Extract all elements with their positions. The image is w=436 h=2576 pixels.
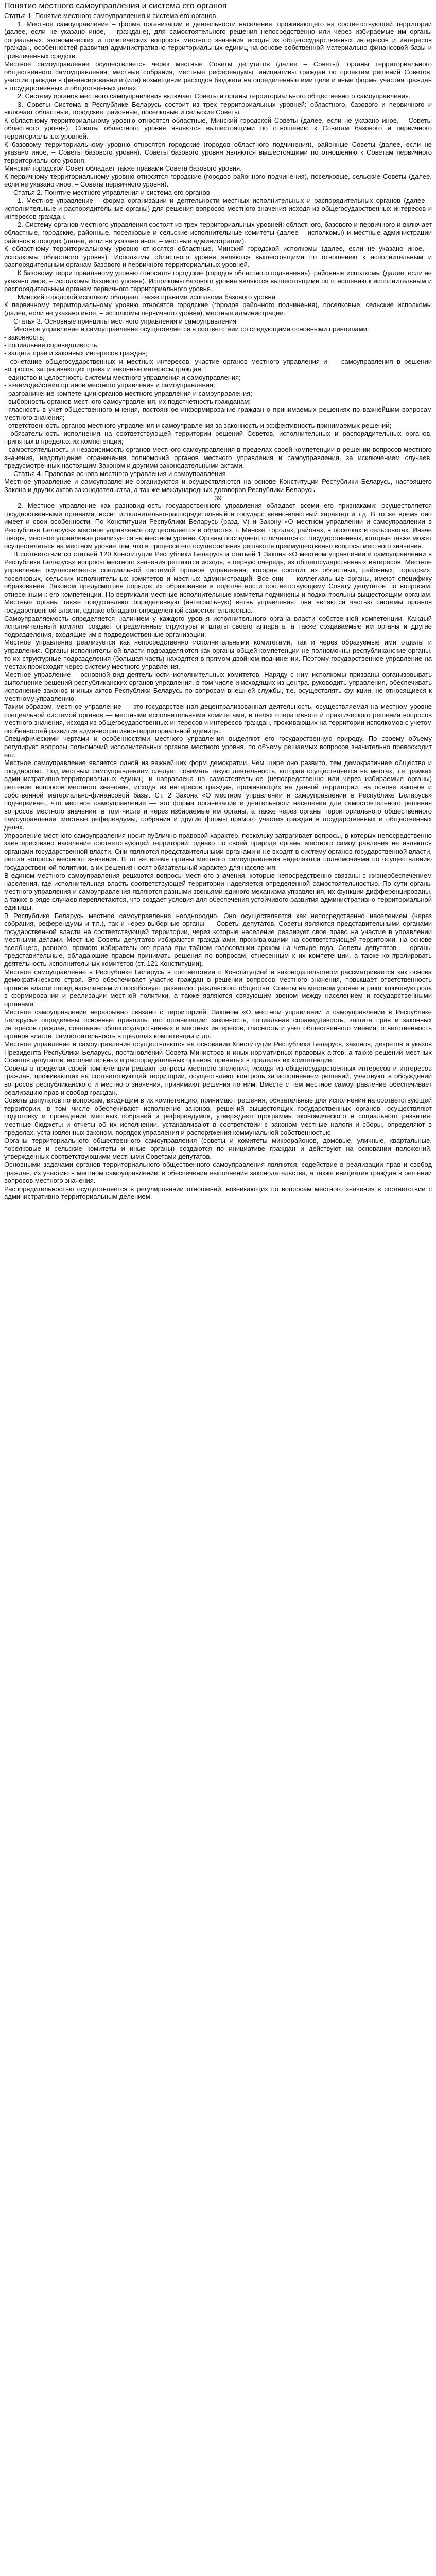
paragraph: К базовому территориальному уровню относятся городские (городов областного подчинения), районные Советы (далее, если не указано иное, – Советы базового уровня). Советы базового уровня являются вышестоящими по отношению к Советам первичного территориального уровня.	[4, 140, 432, 164]
paragraph: Органы территориального общественного самоуправления (советы и комитеты микрорайонов, домовые, уличные, квартальные, поселковые и сельские комитеты и иные органы) создаются по инициативе граждан и действуют на основании положений, утвержденных соответствующими местными Советами депутатов.	[4, 1137, 432, 1161]
paragraph: 2. Местное управление как разновидность государственного управления обладает всеми его признаками: осуществляется государственными органами, носит исполнительно-распорядительный и государственно-властный характер и т.д. В то же время оно имеет и свои особенности. По Конституции Республики Беларусь (разд. V) и Закону «О местном управлении и самоуправлении в Республике Беларусь» местное управление осуществляется в областях, г. Минске, городах, районах, в поселках и сельсоветах. Иначе говоря, местное управление реализуется на местном уровне. Органы последнего отличаются от государственных, которые также может осуществляться на местном уровне тем, что в процессе его осуществления решаются преимущественно вопросы местного значения.	[4, 502, 432, 550]
paragraph: - самостоятельность и независимость органов местного самоуправления в пределах своей компетенции в решении вопросов местного значения, недопущение ограничения полномочий органов местного управления и самоуправления, за исключением случаев, предусмотренных настоящим Законом и другими законодательными актами.	[4, 446, 432, 470]
paragraph: - выборность органов местного самоуправления, их подотчетность гражданам;	[4, 397, 251, 405]
paragraph: - защита прав и законных интересов граждан;	[4, 349, 148, 357]
paragraph: Советы в пределах своей компетенции решают вопросы местного значения, исходя из общегосударственных интересов и интересов граждан, проживающих на соответствующей территории, осуществляют контроль за исполнением решений, участвуют в обсуждении вопросов республиканского и местного значения, принимают решения по ним. Вместе с тем местное самоуправление обеспечивает реализацию прав и свобод граждан.	[4, 1064, 432, 1096]
paragraph: 2. Систему органов местного самоуправления включает Советы и органы территориального общественного самоуправления.	[18, 92, 411, 100]
paragraph: 2. Систему органов местного управления состоят из трех территориальных уровней: областного, базового и первичного и включает областные, городские, районные, поселковые и сельские исполнительные комитеты (далее – исполкомы) и местные администрации районов в городах (далее, если не указано иное, – местные администрации).	[4, 221, 432, 245]
paragraph: Местное самоуправление в Республике Беларусь в соответствии с Конституцией и законодательством рассматривается как основа демократического строя. Это обеспечивает участие граждан в решении вопросов местного значения, повышает ответственность органов власти перед населением и способствует развитию гражданского общества. Советы на местном уровне играют ключевую роль в формировании и реализации местной политики, а также являются связующим звеном между населением и государственными органами.	[4, 968, 432, 1008]
paragraph: Советы депутатов по вопросам, входящим в их компетенцию, принимают решения, обязательные для исполнения на соответствующей территории, в том числе обеспечивают исполнение законов, решений вышестоящих государственных органов, осуществляют подготовку и проведение местных собраний и референдумов, утверждают программы экономического и социального развития, местные бюджеты и отчеты об их исполнении, устанавливают в соответствии с законом местные налоги и сборы, определяют в пределах, установленных законом, порядок управления и распоряжения коммунальной собственностью.	[4, 1096, 432, 1137]
paragraph: - обязательность исполнения на соответствующей территории решений Советов, исполнительных и распорядительных органов, принятых в пределах их компетенции;	[4, 429, 432, 446]
paragraph: Местное самоуправление является одной из важнейших форм демократии. Чем шире оно развито, тем демократичнее общество и государство. Под местным самоуправлением следует понимать такую деятельность, которая осуществляется на местах, т.е. рамках административно-территориальных единиц, и направлена на самостоятельное (непосредственно или через избираемые органы) решение вопросов местного значения, исходя из интересов граждан, проживающих на данной территории, на основе законов и собственной материально-финансовой базы. Ст. 2 Закона «О местном управлении и самоуправлении в Республике Беларусь» подчеркивает, что местное самоуправление — это форма организации и деятельности населения для самостоятельного решения вопросов местного значения, в том числе и через избираемые им органы, а также через органы территориального общественного самоуправления, местные референдумы, собрания и другие формы прямого участия граждан в государственных и общественных делах.	[4, 759, 432, 831]
paragraph: К базовому территориальному уровню относятся городские (городов областного подчинения), районные исполкомы (далее, если не указано иное, – исполкомы базового уровня). Исполкомы базового уровня являются вышестоящими по отношению к исполнительным и распорядительным органам первичного территориального уровня.	[4, 269, 432, 293]
page-number: 39	[214, 494, 222, 502]
paragraph: - взаимодействие органов местного управления и самоуправления;	[4, 381, 215, 389]
paragraph: В едином местного самоуправления решаются вопросы местного значения, которые непосредственно связаны с жизнеобеспечением населения, где исполнительная власть соответствующей территории наделяется определенной самостоятельностью. По сути органы местного управления и самоуправления являются разными звеньями единого механизма управления, их функции дифференцированы, а также в ряде случаев переплетаются, что создает условия для обеспечения устойчивого развития административно-территориальной единицы.	[4, 871, 432, 911]
document-body	[4, 12, 432, 1201]
paragraph: Самоуправляемость определяется наличием у каждого уровня исполнительного органа власти собственной компетенции. Каждый исполнительный комитет создает определенные структуры и штаты своего аппарата, а также создаваемые им органы и другие подразделения, входящие им в подведомственные организации.	[4, 614, 432, 638]
paragraph: Минский городской исполком обладает также правами исполкома базового уровня.	[18, 293, 277, 301]
paragraph: Местное управление и самоуправление организуются и осуществляются на основе Конституции Республики Беларусь, настоящего Закона и других актов законодательства, а так-же международных договоров Республики Беларусь.	[4, 478, 432, 494]
paragraph: Таким образом, местное управление — это государственная децентрализованная деятельность, осуществляемая на местном уровне специальной системой органов — местными исполнительными комитетами, в целях оперативного и практического решения вопросов местного значения, исходя из общегосударственных интересов и интересов граждан, проживающих на территории исполкомов с учетом особенностей развития административно-территориальной единицы.	[4, 703, 432, 735]
paragraph: Минский городской Совет обладает также правами Совета базового уровня.	[4, 164, 242, 173]
paragraph: 1. Местное самоуправление – форма организации и деятельности населения, проживающего на соответствующей территории (далее, если не указано иное, – граждане), для самостоятельного решения непосредственно или через избираемые им органы социальных, экономических и политических вопросов местного значения исходя из общегосударственных интересов и интересов граждан, особенностей развития административно-территориальных единиц на основе собственной материально-финансовой базы и привлеченных средств.	[4, 20, 432, 60]
paragraph: К областному территориальному уровню относятся областные, Минский городской Советы (далее, если не указано иное, – Советы областного уровня). Советы областного уровня являются вышестоящими по отношению к Советам базового и первичного территориальных уровней.	[4, 116, 432, 140]
paragraph: Статья 4. Правовая основа местного управления и самоуправления	[13, 469, 226, 478]
paragraph: Статья 3. Основные принципы местного управления и самоуправления	[13, 317, 237, 325]
paragraph: Местное управление и самоуправление осуществляются на основании Конституции Республики Беларусь, законов, декретов и указов Президента Республики Беларусь, постановлений Совета Министров и иных нормативных правовых актов, а также решений местных Советов депутатов, исполнительных и распорядительных органов, принятых в пределах их компетенции.	[4, 1040, 432, 1064]
page-title: Понятие местного самоуправления и система его органов	[4, 2, 227, 10]
paragraph: - единство и целостность системы местного управления и самоуправления;	[4, 373, 241, 381]
paragraph: Местное управление реализуется как непосредственно исполнительными комитетами, так и через образуемые ими отделы и управления. Органы исполнительной власти подразделяются как органы общей компетенции не полномочны республиканские органы, то их структурные подразделения (большая часть) находятся в прямом двойном подчинении. Поэтому государственное управление на местах происходит через систему местного управления.	[4, 638, 432, 671]
paragraph: Местное управление – основной вид деятельности исполнительных комитетов. Наряду с ним исполкомы призваны организовывать выполнение решений республиканских органов управления, в том числе и исходящих из центра, руководить управления, обеспечивать исполнение законов и иных актов Республики Беларусь по вопросам внешней службы, т.е. осуществлять функции, не относящиеся к местному управлению.	[4, 670, 432, 703]
paragraph: 1. Местное управление – форма организации и деятельности местных исполнительных и распорядительных органов (далее – исполнительные и распорядительные органы) для решения вопросов местного значения исходя из общегосударственных интересов и интересов граждан.	[4, 196, 432, 221]
document-page	[0, 0, 436, 1206]
paragraph: Распорядительностью осуществляется в регулировании отношений, возникающих по вопросам местного значения в соответствии с административно-территориальным делением.	[4, 1184, 432, 1201]
paragraph: В Республике Беларусь местное самоуправление неоднородно. Оно осуществляется как непосредственно населением (через собрания, референдумы и т.п.), так и через выборные органы — Советы депутатов. Советы являются представительными органами государственной власти на соответствующей территории, через которые население реализует свое право на участие в управлении местными делами. Местные Советы депутатов избираются гражданами, проживающими на соответствующей территории, на основе всеобщего, равного, прямого избирательного права при тайном голосовании сроком на четыре года. Советы депутатов — органы представительные, обладающие правом принимать решения по вопросам, отнесенным к их компетенции, а также контролировать деятельность исполнительных комитетов (ст. 121 Конституции).	[4, 911, 432, 968]
paragraph: Специфическими чертами и особенностями местного управления выделяют его государственную природу. По своему объему регулирует вопросы полномочий исполнительных органов местного уровня, по объему решаемых вопросов значительно превосходит его.	[4, 735, 432, 759]
paragraph: - гласность в учет общественного мнения, постоянное информирование граждан о принимаемых решениях по важнейшим вопросам местного значения;	[4, 405, 432, 421]
paragraph: Местное управление и самоуправление осуществляется в соответствии со следующими основными принципами:	[13, 325, 369, 333]
paragraph: В соответствии со статьей 120 Конституции Республики Беларусь и статьей 1 Закона «О местном управлении и самоуправлении в Республике Беларусь» вопросы местного значения решаются исходя, в первую очередь, из общегосударственных интересов. Местное управление осуществляется специальной системой органов управления, которая состоит из областных, районных, городских, поселковых, сельских исполнительных комитетов и местных администраций. Все они — коллегиальные органы, имеют специфику образования. Законом предусмотрен порядок их образования в подотчетности соответствующему Совету депутатов по вопросам, отнесенным к его компетенции. По вертикали местные исполнительные комитеты подчинены и подконтрольны вышестоящим органам. Местные органы также представляют определенную (интегральную) ветвь управления: они являются частью системы органов государственной власти, однако обладают определенной самостоятельностью.	[4, 550, 432, 614]
paragraph: - сочетание общегосударственных и местных интересов, участие органов местного управления и — самоуправления в решении вопросов, затрагивающих права и законные интересы граждан;	[4, 357, 432, 374]
paragraph: - ответственность органов местного управления и самоуправления за законность и эффективность принимаемых решений;	[4, 421, 392, 430]
paragraph: 3. Советы Система в Республике Беларусь состоит из трех территориальных уровней: областного, базового и первичного и включает областные, городские, районные, поселковые и сельские Советы.	[4, 100, 432, 116]
paragraph: К первичному территориальному уровню относятся городские (городов районного подчинения), поселковые, сельские исполкомы (далее, если не указано иное, – исполкомы первичного уровня), местные администрации.	[4, 301, 432, 317]
paragraph: Местное самоуправление неразрывно связано с территорией. Законом «О местном управлении и самоуправлении в Республике Беларусь» определены основные принципы его организации: законность, социальная справедливость, защита прав и законных интересов граждан, сочетание общегосударственных и местных интересов, гласность и учет общественного мнения, ответственность органов власти, самостоятельность в пределах компетенции и др.	[4, 1008, 432, 1040]
paragraph: Статья 1. Понятие местного самоуправления и система его органов	[4, 12, 216, 20]
paragraph: Основными задачами органов территориального общественного самоуправления являются: содействие в реализации прав и свобод граждан, их участию в местном самоуправлении, в обеспечении выполнения законодательства, а также инициатив граждан в решении вопросов местного значения.	[4, 1160, 432, 1185]
paragraph: К областному территориальному уровню относятся областные, Минский городской исполкомы (далее, если не указано иное, – исполкомы областного уровня). Исполкомы областного уровня являются вышестоящими по отношению к исполнительным и распорядительным органам базового и первичного территориальных уровней.	[4, 245, 432, 269]
paragraph: - разграничение компетенции органов местного управления и самоуправления;	[4, 389, 252, 397]
paragraph: - социальная справедливость;	[4, 341, 99, 349]
paragraph: - законность;	[4, 333, 45, 341]
paragraph: К первичному территориальному уровню относятся городские (городов районного подчинения), поселковые, сельские Советы (далее, если не указано иное, – Советы первичного уровня).	[4, 172, 432, 189]
paragraph: Статья 2. Понятие местного управления и система его органов	[13, 189, 210, 197]
paragraph: Управление местного самоуправления носит публично-правовой характер, поскольку затрагивает вопросы, в которых непосредственно заинтересовано население соответствующей территории, однако по своей природе органы местного самоуправления не являются органами государственной власти. Они являются представительными органами и не входят в систему органов государственной власти, решая вопросы местного значения. В то же время органы местного самоуправления наделяются полномочиями по осуществлению государственной политики, а их решения носят обязательный характер для населения.	[4, 831, 432, 871]
paragraph: Местное самоуправление осуществляется через местные Советы депутатов (далее – Советы), органы территориального общественного самоуправления, местные собрания, местные референдумы, инициативы граждан по проектам решений Советов, участие граждан в финансировании и (или) возмещении расходов бюджета на определенные ими цели и иные формы участия граждан в государственных и общественных делах.	[4, 60, 432, 92]
